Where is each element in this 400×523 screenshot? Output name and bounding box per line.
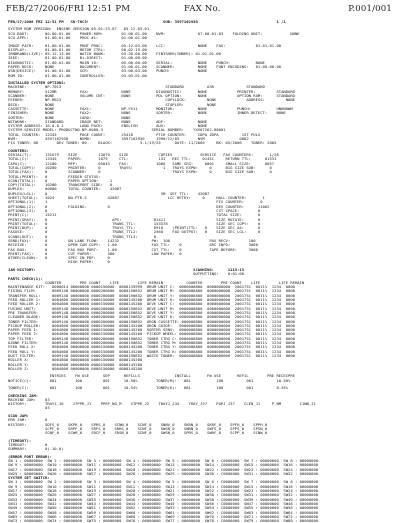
report-line: PAPER FEED 1: 0004800 00000000 0000150000 0000145200 SORTER SENS: 0000008800 0000000000 2001751 0011% 1234 0000 — [8, 327, 295, 333]
report-line: SW25 : 00000000 SW26 : 00000000 SW27 : 00000000 SW28 : 00000000 SW29 : 00000000 SW30 : C0000000 SW31 : 00000000 SW32 : 00000000 — [8, 470, 319, 476]
report-line: PRINT(TOTAL): 0 TRANS_TTL: 153578 SIZE SEC COPY: 0 — [8, 220, 261, 226]
report-line: SCU-APPL: 01.00.01.00 PROC #1: 01.00.01.00 — [8, 35, 147, 41]
report-line: TOP FILTER: 0009148 00000000 0000200000 0000190852 TONER CTRG C: 0000008800 0000000000 2001751 0011% 1234 0000 — [8, 335, 295, 341]
report-line: SCPF_0 SRPF_0 SRFS_0 SRRS_0 SCNF_0 SWSN_0 SWRN_0 SWFS_0 SPPS_0 SPSN_0 — [8, 425, 268, 431]
report-line: COUNTERS: — [8, 147, 29, 153]
report-line: DECK: NONE STAPLER: NONE — [8, 101, 217, 107]
report-line: ROLLER X: 0004800 00000000 0000150000 0000145200 — [8, 357, 143, 363]
report-line: COUNTER PRE COUNT LIFE LIFE REMAIN COUNTER PRE COUNT LIFE LIFE REMAIN — [8, 279, 305, 285]
report-line: SW 1 : 00000000 SW 2 : 00000000 SW 3 : 00000000 SW 4 : 00000000 SW 5 : 00000000 SW 6 : C0000000 SW 7 : 00000000 SW 8 : 00000000 — [8, 457, 319, 463]
report-line: SCU-BOOT: 00.00.01.00 POWER-ROM: 01.00.01.00 NVM: 07.00.01.03 FOLDING UNIT: NONE — [8, 30, 300, 36]
report-line: DUPLEX: 00000 TOTAL COUNTER: 42087 — [8, 186, 122, 192]
report-line: JAM HISTORY: SCANNING: 1115:13 — [8, 266, 245, 272]
report-line: NETWORK: STANDARD IMAGE NET: NONE ADF: NONE — [8, 118, 208, 124]
report-line: CLEANER BLADE: 0009148 00000000 0000200000 0000190852 DEVE UNIT K: 0000008800 0000000000 2001751 0011% 1234 0000 — [8, 314, 295, 320]
report-line: SCANNER: NONE VOLUME CNT: NONE PDL OPTION: NONE OPTION RAM: STANDARD — [8, 93, 295, 99]
report-line: NOTICE(C): 081 100 001 10-50% TONER(M): 081 100 001 10-50% — [8, 377, 291, 383]
report-line: SW33 : 00000000 SW34 : 00000000 SW35 : 00000000 SW36 : 00000000 SW37 : 00000000 SW38 : C0000000 SW39 : 00000000 SW40 : 00000000 — [8, 496, 319, 502]
report-line: SW49 : 00000000 SW50 : 00000000 SW51 : 00000000 SW52 : 00000000 SW53 : 00000000 SW54 : C0000000 SW55 : 00000000 SW56 : 00000000 — [8, 505, 319, 511]
service-report-body — [8, 19, 390, 523]
report-line: MAINTENANCE KIT: 0000014 00000000 0000150000 0000135999 DRUM UNIT C: 0000008800 0000000000 2001751 0011% 1234 0000 — [8, 284, 295, 290]
report-line: DISPLAY: 01.00.01.00 MOTOR CTRL: 00.02.19.00 — [8, 46, 147, 52]
fax-transmission-header — [6, 4, 392, 16]
report-line: SORTER: NONE CARD: NONE — [8, 114, 131, 120]
report-line: HISTORY: SDFS_0 SKPR_0 SPRS_0 SCNN_0 SCNF_0 SNNV_0 SKRN_0 SKRF_0 SPFH_0 SPPH_0 — [8, 421, 268, 427]
report-line: TOTAL COUNTER: 12345 PAGE COUNT: 25418 PTCH COUNTER: IDPA ZDPA 1ST PULS — [8, 131, 261, 137]
report-line: SW 9 : 00000000 SW10 : 00000000 SW11 : 00000000 SW12 : 00000000 SW13 : 00000000 SW14 : C0000000 SW15 : 00000000 SW16 : 00000000 — [8, 483, 319, 489]
report-line: HIGH PAPER: 0 — [8, 259, 110, 265]
report-line: TONER(C): 081 100 001 10-54% TONER(K): 081 100 001 8-35% — [8, 385, 289, 391]
fax-datetime: FEB/27/2006/FRI 12:51 PM — [6, 4, 131, 14]
report-line: SYSTEM ADDRESS: 10.0.0.1 LANG PACK: ENGLISH AUX: NONE — [8, 123, 208, 129]
report-line: HISTORY: TRAY1_J6 J7PPR_J1 PPRF_NO_M STPPR_J2 TRAYJ_J34 TRAY_J37 PAPJ_J37 CLEN_J1 P_NM C1NN_J1 — [8, 401, 316, 407]
report-line: FEED ROLLER 2: 0004800 00000000 0000150000 0000145200 DEVE UNIT C: 0000008800 0000000000 2001751 0011% 1234 0000 — [8, 301, 295, 307]
report-line: IEEE: 01.00.01.00 Bi-DIRECT: 01.00.00.00 — [8, 55, 147, 61]
report-line: OPTIONAL(2): 0 FOLDING: 0 DEV COUNTER: 11062 — [8, 203, 270, 209]
report-line: TIMEOUT: 0 — [8, 441, 48, 447]
report-line: FIXING FILM: 0009148 00000000 0000200000 0000190852 DRUM UNIT M: 0000008800 0000000000 2001751 0011% 1234 0000 — [8, 288, 295, 294]
report-line: FAX BOX: 0 FAX BOX PORT: 1.00 CGT_TTL: 0 TAPE BEFORE: 3000 — [8, 246, 258, 252]
report-line: COPY(TOTAL): 10200 TRANSPORT SIDE: 0 — [8, 182, 113, 188]
report-line: TONER FILTER: 0009148 00000000 0000200000 0000190852 ORGN CASSETTE: 000000880 0000000000 2001751 0011% 1234 0000 — [8, 318, 295, 324]
report-line: PRINT(FAX): 0 CUT PAPER: 300 LOW PAPER: 0 — [8, 250, 182, 256]
report-line: FEED ROLL X: 0004800 00000000 0000150000 0000145200 TONER CTRG Y: 0000008800 0000000000 2001751 0011% 1234 0000 — [8, 344, 295, 350]
report-line: ENTRIES FW USE SEP REFILLS INSTALL FW USE REFIL PRE RECEIPRE — [8, 373, 295, 379]
report-line: FIX TONER: 00 DEV TONER: 00 BLACK: 3.1/19/25 DATE: 11/2005 BK: 05/2006 TONER: 2005 — [8, 140, 277, 146]
report-line: SEND(FAX): 0 ON LANE FLOW: 14232 PW: 100 PAX RECV: 100 — [8, 238, 256, 243]
report-line: OPTIONAL(3): 0 CST SPACE: 0 — [8, 207, 261, 213]
report-line: OTHER(CLEAN): 0 SPEC IN PDF: 0 — [8, 255, 110, 261]
report-line: SYSTEM ROM VERSION: ENGINE VERSION 05.01:23-07 05.12.03.01 — [8, 26, 150, 32]
report-line: PAPER DECK: NONE DOCUMENT: 01.00.01.00 SCANNER: NONE FONT ENCODING: 01.00.00.00 — [8, 64, 282, 70]
report-line: CHECKING JAM: — [8, 392, 39, 398]
report-line: TOTAL(C): 13345 PAPER: 1079 CTL: 131 REC TTL: 01451 RETURN TTL: 01531 — [8, 156, 277, 162]
report-line: SW41 : 00000000 SW42 : 00000000 SW43 : 00000000 SW44 : 00000000 SW45 : 00000000 SW46 : C0000000 SW47 : 00000000 SW48 : 00000000 — [8, 500, 319, 506]
report-line: NVM: 3597162930 NVMD: 3597162930 1990/12/03 NVM 0082 — [8, 135, 249, 141]
report-line: SCAN(TOTAL): 0 PAPER OPTION: 1 — [8, 177, 113, 183]
report-line: FEED ROLLER 1: 0004800 00000000 0000150000 0000145200 DRUM UNIT K: 0000008800 0000000000 2001751 0011% 1234 0000 — [8, 297, 295, 303]
report-line: FEB/27/2006 FRI 12:51 PM SN-70C3! SUB: 3597162930 1 /1 — [8, 19, 286, 24]
report-line: TOTAL(COPY): 10200 PRINTER: 0 TRAYS: 1 TRAYS EXPN: 0 BIG SIZE SUB: 0 — [8, 164, 272, 170]
report-line: CAPA(C): 12100 MFP: 05045 FAX: 1000 SAME SEG: 0001 SMALL SIZE: 0057 — [8, 160, 275, 166]
report-line: SERIAL(T): 131679 SIZE 13079 SIZE COPIES SERVICE FAX COUNTERS: 1/26 — [8, 152, 279, 158]
report-line: SW17 : 00000000 SW18 : 00000000 SW19 : 00000000 SW20 : 00000000 SW21 : 00000000 SW22 : C0000000 SW23 : 00000000 SW24 : 00000000 — [8, 466, 319, 472]
report-line: SHEET(TOTAL): 1024 NO.PTR.S 42087 LCC RETRY: 0 HALL COUNTER: 1 — [8, 195, 265, 201]
fax-number-label: FAX No. — [184, 4, 221, 14]
report-line: SCAN JAM: — [8, 412, 29, 418]
report-line: FUSING UNIT: 0009148 00000000 0000200000 0000190852 DEVE UNIT M: 0000008800 0000000000 2001751 0011% 1234 0000 — [8, 305, 295, 311]
report-line: TOTAL(FAX): 0 SCANNER: 0 TRAYS EXPN: 0 BIG SIZE SUB: 0 — [8, 169, 272, 175]
report-line: SCANS(OUT): 0 TRANS_TTL3: 0 — [8, 233, 157, 239]
report-line: RECEIVE: 0 OPEN CAN COPY: 1.00 FAX_TTL: 0 SRC INFO: 3000 — [8, 242, 258, 248]
report-line: OZONE FILTER: 0009148 00000000 0000200000 0000190852 TONER CTRG M: 0000008800 0000000000 2001751 0011% 1234 0000 — [8, 340, 295, 346]
report-line: ERR JAM: 0 — [8, 417, 48, 423]
report-line: FEEDER: NP-RB13 COPYLOCK: NONE ADDRESS: NONE — [8, 97, 295, 103]
report-line: PRINT(DUP): 0 TRAYS_TTL: 6910 (PRINT)TTL: 0 SIZE SEC_A4: 0 — [8, 225, 261, 231]
report-line: MEMORY: 512MB FAX: NONE DIAGNOSTIC: NONE PRINTER: STANDARD — [8, 88, 295, 94]
report-line: PRINT(C): 15211 TOTAL SIZE: 0 — [8, 212, 261, 218]
report-line: PAPER FEED 2: 0004800 00000000 0000150000 0000145200 PICKUP WHEEL: 0000008800 0000000000 2001751 0011% 1234 0000 — [8, 331, 295, 337]
report-line: IRNBRAND(LIVE): 05.12.13.00 WATCH BANK: 03.30.00.00 FINISHER(INNER): 01.01.01.00 — [8, 51, 221, 57]
report-line: MACHINE: NP-70C3 STANDARD A3R STANDARD — [8, 84, 265, 90]
report-line: FAXUSE: 0 TRANS_TTL2: 2560 FAX OUTPUT: 0 SIZE SEC_LGL: 0 — [8, 229, 261, 235]
report-line: IMAGE PATH: 01.00.01.00 PRNT PROC: 05.12.03.00 LCC: NONE FAX: 01.01.01.00 — [8, 42, 282, 48]
report-line: SW 1 : 00000000 SW 2 : 00000000 SW 3 : 00000000 SW 4 : 00000000 SW 5 : 00000000 SW 6 : C0000000 SW 7 : 00000000 SW 8 : 00000000 — [8, 479, 319, 485]
report-line: TOTAL(PRINT): 0 FEEDER STATUS: — [8, 173, 101, 179]
report-line: PRE TRANSFER: 0009148 00000000 0000200000 0000190852 DEVE UNIT Y: 0000008800 0000000000 2001751 0011% 1234 0000 — [8, 309, 295, 315]
report-line: PRINT(GRAY): 0 APS: 81411 SIZE ROTATE: 0 — [8, 216, 261, 222]
report-line: SW17 : 00000000 SW18 : 00000000 SW19 : 00000000 SW20 : 00000000 SW21 : 00000000 SW22 : C0000000 SW23 : 00000000 SW24 : 00000000 — [8, 488, 319, 494]
report-line: SYSTEM SERVICE MODEL: PRODUCTNO.NP-6080-3 SERIAL NUMBER: YXV67262-00001 — [8, 127, 226, 133]
fax-page-counter: P.001/001 — [348, 4, 392, 14]
report-line: SW73 : 00000000 SW74 : 00000000 SW75 : 00000000 SW76 : 00000000 SW77 : 00000000 SW78 : C0000000 SW79 : 00000000 SW80 : 00000000 — [8, 518, 319, 523]
report-line: DUST FILTER: 0009148 00000000 0000200000 0000190852 WASTE TONER: 0000008800 0000000000 2001751 0011% 1234 0000 — [8, 352, 295, 358]
report-line: SYSTEM SET SWITCH: — [8, 475, 50, 481]
report-line: OPTIONAL(1): 1 FIX COUNTER: 0 — [8, 199, 263, 205]
report-line: SW57 : 00000000 SW58 : 00000000 SW59 : 00000000 SW60 : 00000000 SW61 : 00000000 SW62 : C0000000 SW63 : 00000000 SW64 : 00000000 — [8, 509, 319, 515]
report-line: SW 9 : 00000000 SW10 : 00000000 SW11 : 00000000 SW12 : 00000000 SW13 : 00000000 SW14 : C0000000 SW15 : 00000000 SW16 : 00000000 — [8, 462, 319, 468]
report-line: SCNF_0 SCWR_0 SRCF_0 SRSN_0 SCNF_0 SWSN_0 SPRS_0 SWRF_0 SCPP_0 SCNW_0 — [8, 430, 268, 436]
report-line: SW65 : 00000000 SW66 : 00000000 SW67 : 00000000 SW68 : 00000000 SW69 : 00000000 SW70 : C0000000 SW71 : 00000000 SW72 : 00000000 — [8, 513, 319, 519]
report-line: SW25 : 00000000 SW26 : 00000000 SW27 : 00000000 SW28 : 00000000 SW29 : 00000000 SW30 : C0000000 SW31 : 00000000 SW32 : 00000000 — [8, 492, 319, 498]
report-line: DUPLEX(LGL): 0 SM SET TTL: 42087 — [8, 190, 210, 196]
report-line: CASSETTE: NONE FAX1: NP-FX11 MONITOR: NONE PUNCH: UNKNOWN — [8, 105, 293, 111]
report-line: (TIMEOUT): — [8, 437, 32, 443]
report-line: PARTS CHECK(1): — [8, 275, 43, 281]
report-line: FEED ROLL Y: 0004800 00000000 0000150000 0000145200 TONER CTRG K: 0000008800 0000000000 2001751 0011% 1234 0000 — [8, 348, 295, 354]
report-line: PICKUP ROLLER: 0004800 00000000 0000150000 0000145200 ORGN GUIDE: 0000008800 0000000000 2001751 0011% 1234 0000 — [8, 322, 295, 328]
report-line: INSTALLED SYSTEM OPTIONS: — [8, 80, 66, 86]
report-line: ROM ID: 01.00.01.00 CONTROLLER: 03.03.01.00 — [8, 72, 147, 78]
report-line: 03 — [8, 405, 50, 411]
report-line: OUTPUTTING: 0:01:00 — [8, 271, 245, 277]
report-line: TRANSFER ROLL: 0009148 00000000 0000200000 0000190852 DRUM UNIT Y: 0000008800 0000000000 2001751 0011% 1234 0000 — [8, 292, 295, 298]
report-line: USB(DEVICE): 01.00.01.00 SCR: 03.00.03.00 PUNCH: NONE — [8, 68, 208, 74]
report-line: MACHINE JAM: 03 — [8, 396, 50, 402]
report-line: SUMMARY: 0(-10.0) — [8, 446, 64, 452]
report-line: ROLLER Z: 0004800 00000000 0000150000 0000145200 — [8, 365, 143, 371]
report-line: FINISHER: NONE FAX2: NONE SORTER: NONE INNER DETECT: NONE — [8, 110, 286, 116]
report-line: DIAGNOSTIC: 01.00.01.00 MAIN IO: 05.00.00.00 SERIAL: NONE PUNCH: NONE — [8, 59, 265, 65]
report-line: ROLLER Y: 0004800 00000000 0000150000 0000145200 — [8, 361, 143, 367]
report-line: (ERROR PORT ERROR): — [8, 453, 52, 459]
